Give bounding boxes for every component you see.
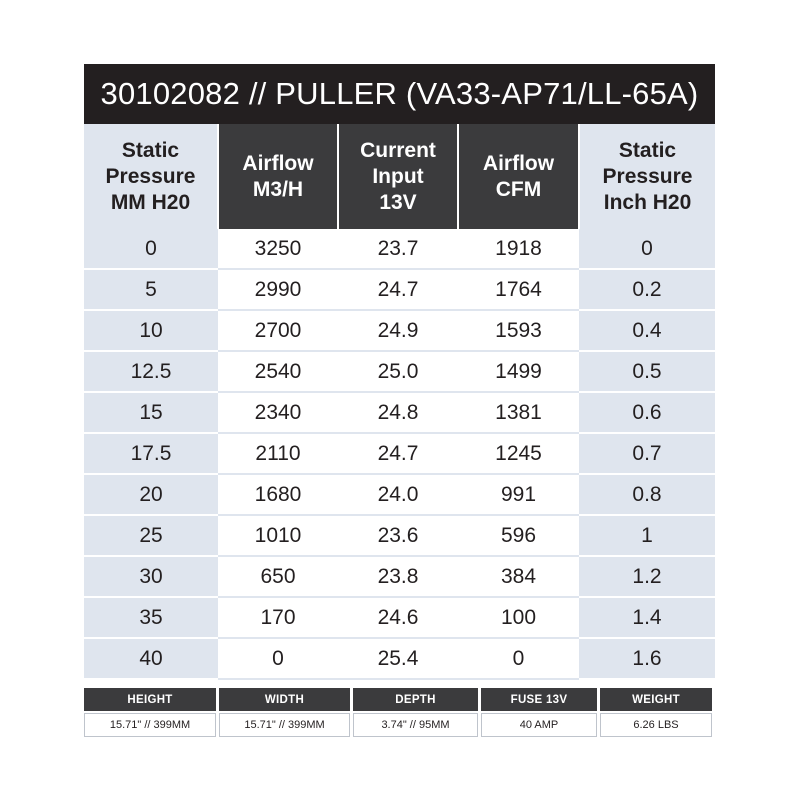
static-pressure-inch-cell: 0	[579, 229, 715, 269]
airflow-cfm-cell: 596	[458, 515, 579, 556]
static-pressure-inch-cell: 1.6	[579, 638, 715, 679]
current-input-cell: 24.8	[338, 392, 458, 433]
airflow-cfm-cell: 384	[458, 556, 579, 597]
airflow-m3h-cell: 2700	[218, 310, 338, 351]
static-pressure-mm-cell: 0	[84, 229, 218, 269]
current-input-cell: 24.9	[338, 310, 458, 351]
sheet-title: 30102082 // PULLER (VA33-AP71/LL-65A)	[84, 64, 715, 124]
airflow-cfm-cell: 1245	[458, 433, 579, 474]
weight-header: WEIGHT	[600, 688, 712, 711]
airflow-m3h-cell: 3250	[218, 229, 338, 269]
static-pressure-mm-cell: 40	[84, 638, 218, 679]
current-input-cell: 23.7	[338, 229, 458, 269]
static-pressure-inch-cell: 0.5	[579, 351, 715, 392]
airflow-m3h-cell: 1680	[218, 474, 338, 515]
static-pressure-mm-cell: 25	[84, 515, 218, 556]
dimensions-value-row	[84, 713, 715, 737]
table-row	[84, 638, 715, 679]
table-row	[84, 433, 715, 474]
static-pressure-inch-cell: 0.4	[579, 310, 715, 351]
column-header-airflow-cfm: Airflow CFM	[458, 124, 579, 229]
current-input-cell: 23.6	[338, 515, 458, 556]
table-row	[84, 229, 715, 269]
static-pressure-mm-cell: 5	[84, 269, 218, 310]
spec-sheet	[84, 64, 715, 737]
airflow-m3h-cell: 2990	[218, 269, 338, 310]
airflow-cfm-cell: 1764	[458, 269, 579, 310]
static-pressure-inch-cell: 1.2	[579, 556, 715, 597]
dimensions-header-row	[84, 688, 715, 711]
height-header: HEIGHT	[84, 688, 216, 711]
table-row	[84, 392, 715, 433]
fuse-header: FUSE 13V	[481, 688, 597, 711]
current-input-cell: 24.0	[338, 474, 458, 515]
height-value: 15.71" // 399MM	[84, 713, 216, 737]
airflow-cfm-cell: 1918	[458, 229, 579, 269]
static-pressure-inch-cell: 1	[579, 515, 715, 556]
static-pressure-inch-cell: 0.8	[579, 474, 715, 515]
airflow-m3h-cell: 0	[218, 638, 338, 679]
column-header-static-pressure-mm: Static Pressure MM H20	[84, 124, 218, 229]
airflow-m3h-cell: 650	[218, 556, 338, 597]
airflow-cfm-cell: 1499	[458, 351, 579, 392]
column-header-airflow-m3h: Airflow M3/H	[218, 124, 338, 229]
static-pressure-inch-cell: 0.6	[579, 392, 715, 433]
airflow-cfm-cell: 1593	[458, 310, 579, 351]
airflow-cfm-cell: 1381	[458, 392, 579, 433]
current-input-cell: 25.4	[338, 638, 458, 679]
table-row	[84, 310, 715, 351]
static-pressure-mm-cell: 20	[84, 474, 218, 515]
current-input-cell: 24.7	[338, 269, 458, 310]
depth-value: 3.74" // 95MM	[353, 713, 478, 737]
fuse-value: 40 AMP	[481, 713, 597, 737]
static-pressure-mm-cell: 10	[84, 310, 218, 351]
current-input-cell: 23.8	[338, 556, 458, 597]
weight-value: 6.26 LBS	[600, 713, 712, 737]
airflow-cfm-cell: 100	[458, 597, 579, 638]
static-pressure-mm-cell: 17.5	[84, 433, 218, 474]
column-header-current-input: Current Input 13V	[338, 124, 458, 229]
airflow-m3h-cell: 2340	[218, 392, 338, 433]
current-input-cell: 24.6	[338, 597, 458, 638]
airflow-m3h-cell: 2110	[218, 433, 338, 474]
airflow-m3h-cell: 1010	[218, 515, 338, 556]
static-pressure-mm-cell: 15	[84, 392, 218, 433]
table-row	[84, 597, 715, 638]
static-pressure-mm-cell: 30	[84, 556, 218, 597]
current-input-cell: 25.0	[338, 351, 458, 392]
dimensions-table	[84, 688, 715, 737]
airflow-m3h-cell: 2540	[218, 351, 338, 392]
table-header-row	[84, 124, 715, 229]
table-row	[84, 269, 715, 310]
width-value: 15.71" // 399MM	[219, 713, 350, 737]
table-row	[84, 351, 715, 392]
table-row	[84, 556, 715, 597]
column-header-static-pressure-inch: Static Pressure Inch H20	[579, 124, 715, 229]
table-row	[84, 515, 715, 556]
airflow-cfm-cell: 991	[458, 474, 579, 515]
static-pressure-inch-cell: 0.7	[579, 433, 715, 474]
static-pressure-inch-cell: 1.4	[579, 597, 715, 638]
static-pressure-mm-cell: 12.5	[84, 351, 218, 392]
static-pressure-inch-cell: 0.2	[579, 269, 715, 310]
width-header: WIDTH	[219, 688, 350, 711]
depth-header: DEPTH	[353, 688, 478, 711]
performance-table	[84, 124, 715, 680]
airflow-cfm-cell: 0	[458, 638, 579, 679]
airflow-m3h-cell: 170	[218, 597, 338, 638]
static-pressure-mm-cell: 35	[84, 597, 218, 638]
current-input-cell: 24.7	[338, 433, 458, 474]
table-row	[84, 474, 715, 515]
